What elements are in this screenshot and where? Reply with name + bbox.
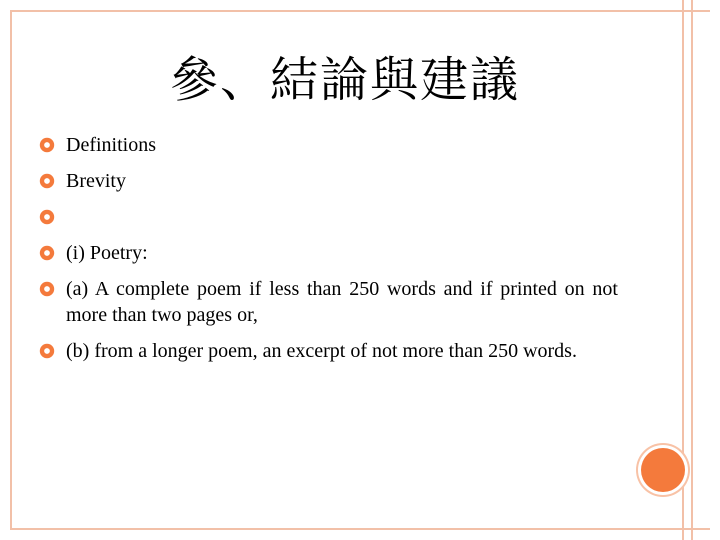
gear-icon [38,208,56,226]
bullet-item [38,204,618,230]
bullet-text: Brevity [66,170,126,192]
frame-bottom-line [10,528,710,530]
bullet-text: (a) A complete poem if less than 250 words and if printed on not more than two pages or, [66,278,618,326]
gear-icon [38,172,56,190]
bullet-text: (i) Poetry: [66,242,148,264]
slide-title: 參、結論與建議 [169,52,520,108]
bullet-text: (b) from a longer poem, an excerpt of not more than 250 words. [66,340,577,362]
gear-icon [38,136,56,154]
bullet-list [38,132,618,374]
bullet-item [38,240,618,266]
bullet-item [38,338,618,364]
bullet-item [38,132,618,158]
decorative-circle [641,448,685,492]
frame-right-line-outer [691,0,693,540]
gear-icon [38,342,56,360]
gear-icon [38,280,56,298]
bullet-item [38,168,618,194]
gear-icon [38,244,56,262]
bullet-text: Definitions [66,134,156,156]
bullet-item [38,276,618,328]
frame-top-line [10,10,710,12]
